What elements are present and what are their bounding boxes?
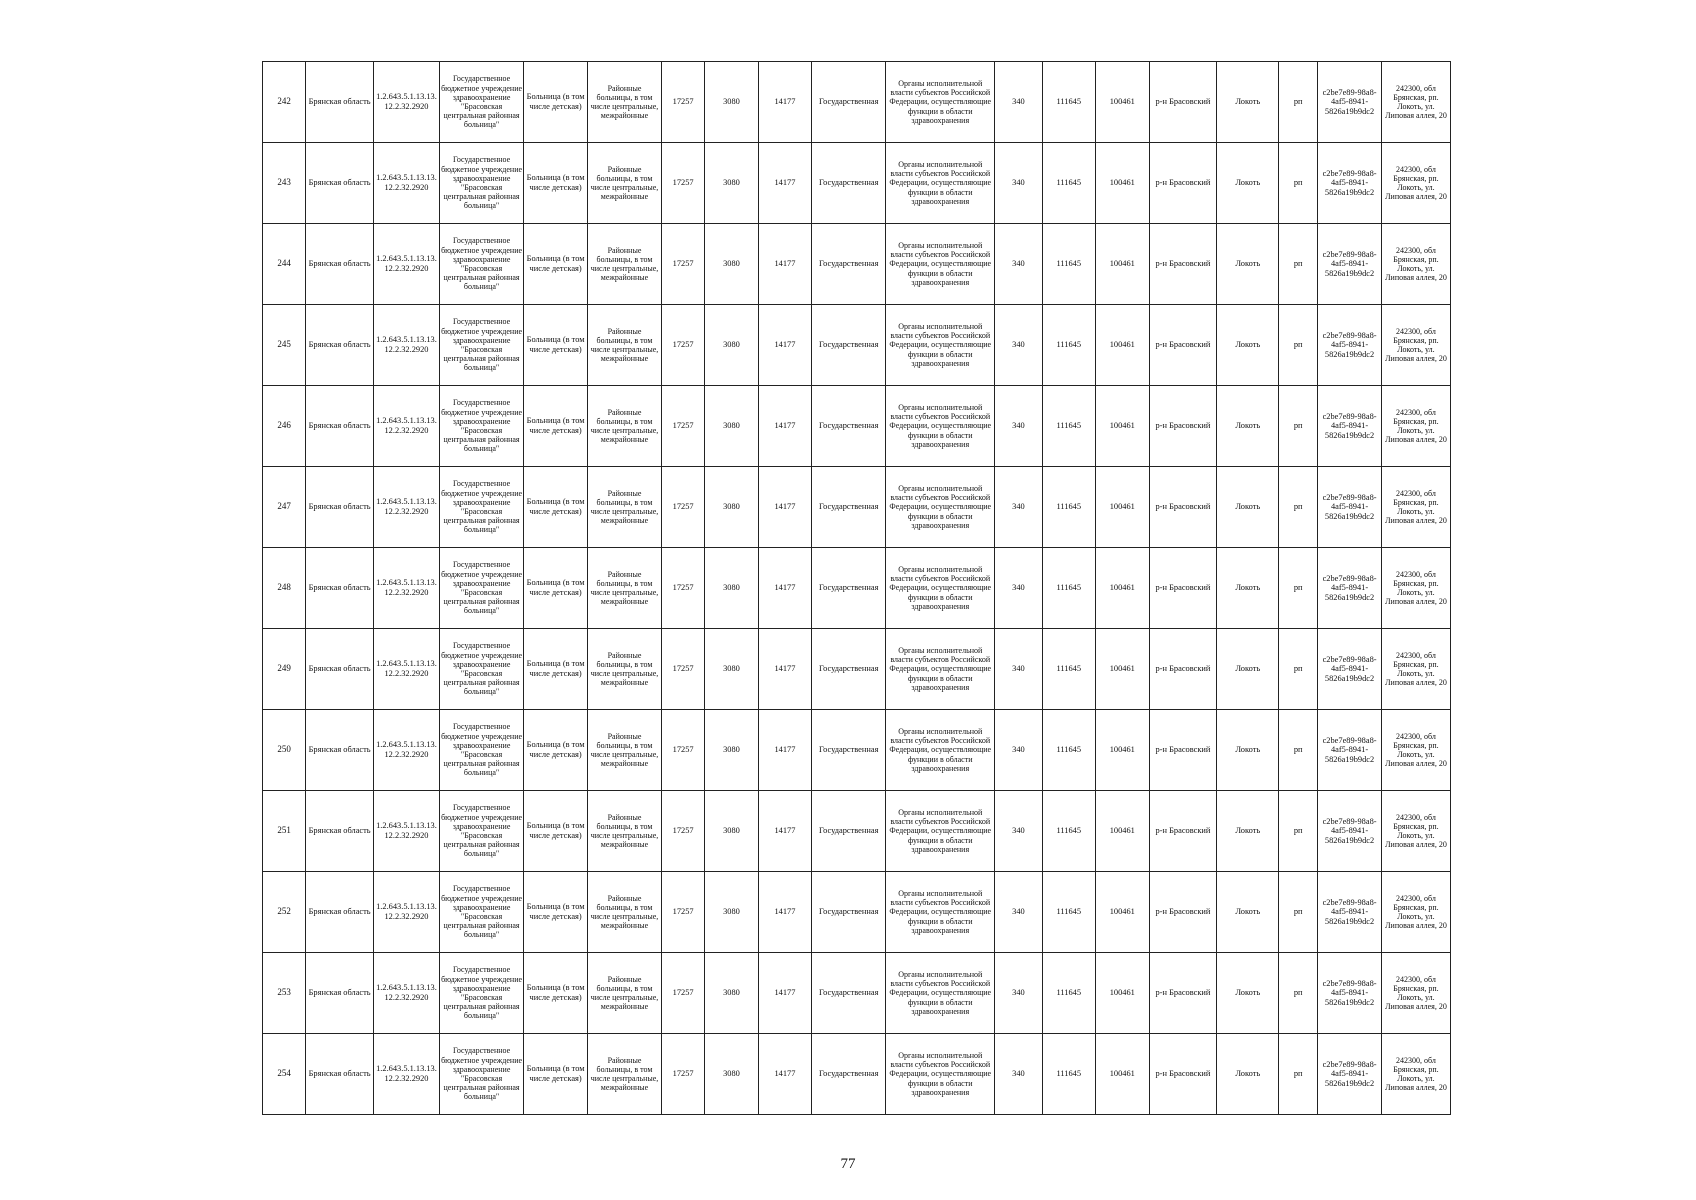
table-row: [263, 953, 1451, 1034]
cell-locality: Локоть: [1217, 953, 1279, 1034]
cell-code-d: 340: [995, 1034, 1042, 1115]
cell-oid: 1.2.643.5.1.13.13.12.2.32.2920: [374, 467, 440, 548]
cell-region: Брянская область: [306, 872, 374, 953]
cell-address: 242300, обл Брянская, рп. Локоть, ул. Липовая аллея, 20: [1381, 791, 1450, 872]
cell-facility-subtype: Районные больницы, в том числе центральные, межрайонные: [587, 548, 661, 629]
cell-locality: Локоть: [1217, 629, 1279, 710]
cell-locality: Локоть: [1217, 143, 1279, 224]
cell-district: р-н Брасовский: [1149, 548, 1217, 629]
cell-row-number: 246: [263, 386, 306, 467]
cell-locality: Локоть: [1217, 224, 1279, 305]
cell-code-f: 100461: [1096, 710, 1149, 791]
cell-facility-type: Больница (в том числе детская): [524, 305, 588, 386]
cell-locality-type: рп: [1279, 710, 1318, 791]
cell-facility-type: Больница (в том числе детская): [524, 386, 588, 467]
cell-oid: 1.2.643.5.1.13.13.12.2.32.2920: [374, 791, 440, 872]
cell-oid: 1.2.643.5.1.13.13.12.2.32.2920: [374, 1034, 440, 1115]
cell-address: 242300, обл Брянская, рп. Локоть, ул. Липовая аллея, 20: [1381, 467, 1450, 548]
cell-facility-subtype: Районные больницы, в том числе центральные, межрайонные: [587, 143, 661, 224]
cell-locality-type: рп: [1279, 143, 1318, 224]
table-row: [263, 710, 1451, 791]
cell-ownership-form: Государственная: [812, 953, 886, 1034]
cell-authority: Органы исполнительной власти субъектов Российской Федерации, осуществляющие функции в области здравоохранения: [886, 953, 995, 1034]
cell-oid: 1.2.643.5.1.13.13.12.2.32.2920: [374, 305, 440, 386]
cell-code-d: 340: [995, 548, 1042, 629]
cell-region: Брянская область: [306, 386, 374, 467]
cell-code-f: 100461: [1096, 791, 1149, 872]
cell-code-a: 17257: [662, 305, 705, 386]
cell-code-b: 3080: [705, 791, 758, 872]
cell-code-c: 14177: [758, 386, 811, 467]
cell-authority: Органы исполнительной власти субъектов Российской Федерации, осуществляющие функции в области здравоохранения: [886, 629, 995, 710]
cell-code-a: 17257: [662, 386, 705, 467]
cell-region: Брянская область: [306, 62, 374, 143]
cell-code-f: 100461: [1096, 1034, 1149, 1115]
cell-code-a: 17257: [662, 791, 705, 872]
cell-ownership-form: Государственная: [812, 1034, 886, 1115]
cell-code-a: 17257: [662, 953, 705, 1034]
cell-address: 242300, обл Брянская, рп. Локоть, ул. Липовая аллея, 20: [1381, 62, 1450, 143]
cell-locality: Локоть: [1217, 467, 1279, 548]
cell-authority: Органы исполнительной власти субъектов Российской Федерации, осуществляющие функции в области здравоохранения: [886, 143, 995, 224]
table-row: [263, 872, 1451, 953]
cell-code-e: 111645: [1042, 710, 1095, 791]
cell-address: 242300, обл Брянская, рп. Локоть, ул. Липовая аллея, 20: [1381, 386, 1450, 467]
cell-ownership-form: Государственная: [812, 467, 886, 548]
cell-address: 242300, обл Брянская, рп. Локоть, ул. Липовая аллея, 20: [1381, 548, 1450, 629]
cell-address: 242300, обл Брянская, рп. Локоть, ул. Липовая аллея, 20: [1381, 629, 1450, 710]
cell-locality-type: рп: [1279, 224, 1318, 305]
cell-facility-subtype: Районные больницы, в том числе центральные, межрайонные: [587, 629, 661, 710]
cell-code-a: 17257: [662, 467, 705, 548]
cell-code-c: 14177: [758, 953, 811, 1034]
cell-facility-subtype: Районные больницы, в том числе центральные, межрайонные: [587, 791, 661, 872]
table-row: [263, 62, 1451, 143]
cell-code-b: 3080: [705, 224, 758, 305]
cell-code-f: 100461: [1096, 872, 1149, 953]
cell-facility-subtype: Районные больницы, в том числе центральные, межрайонные: [587, 305, 661, 386]
cell-locality-type: рп: [1279, 305, 1318, 386]
cell-row-number: 242: [263, 62, 306, 143]
cell-row-number: 247: [263, 467, 306, 548]
cell-code-b: 3080: [705, 953, 758, 1034]
cell-ownership-form: Государственная: [812, 143, 886, 224]
cell-code-a: 17257: [662, 143, 705, 224]
cell-locality-type: рп: [1279, 467, 1318, 548]
cell-district: р-н Брасовский: [1149, 710, 1217, 791]
cell-region: Брянская область: [306, 467, 374, 548]
cell-ownership-form: Государственная: [812, 224, 886, 305]
cell-facility-type: Больница (в том числе детская): [524, 953, 588, 1034]
table-row: [263, 386, 1451, 467]
cell-region: Брянская область: [306, 305, 374, 386]
cell-address: 242300, обл Брянская, рп. Локоть, ул. Липовая аллея, 20: [1381, 710, 1450, 791]
cell-address: 242300, обл Брянская, рп. Локоть, ул. Липовая аллея, 20: [1381, 953, 1450, 1034]
cell-ownership-form: Государственная: [812, 386, 886, 467]
cell-authority: Органы исполнительной власти субъектов Российской Федерации, осуществляющие функции в области здравоохранения: [886, 548, 995, 629]
cell-district: р-н Брасовский: [1149, 224, 1217, 305]
cell-code-f: 100461: [1096, 629, 1149, 710]
cell-code-d: 340: [995, 953, 1042, 1034]
cell-guid: c2be7e89-98a8-4af5-8941-5826a19b9dc2: [1318, 953, 1382, 1034]
cell-code-a: 17257: [662, 548, 705, 629]
cell-code-d: 340: [995, 305, 1042, 386]
cell-ownership-form: Государственная: [812, 62, 886, 143]
cell-locality: Локоть: [1217, 548, 1279, 629]
cell-oid: 1.2.643.5.1.13.13.12.2.32.2920: [374, 548, 440, 629]
cell-facility-subtype: Районные больницы, в том числе центральные, межрайонные: [587, 467, 661, 548]
cell-guid: c2be7e89-98a8-4af5-8941-5826a19b9dc2: [1318, 872, 1382, 953]
registry-table-container: [262, 61, 1451, 1115]
cell-region: Брянская область: [306, 1034, 374, 1115]
cell-locality: Локоть: [1217, 791, 1279, 872]
cell-row-number: 243: [263, 143, 306, 224]
cell-code-d: 340: [995, 791, 1042, 872]
cell-authority: Органы исполнительной власти субъектов Российской Федерации, осуществляющие функции в области здравоохранения: [886, 1034, 995, 1115]
cell-organization-name: Государственное бюджетное учреждение здравоохранение "Брасовская центральная районная больница": [439, 386, 523, 467]
cell-ownership-form: Государственная: [812, 791, 886, 872]
table-row: [263, 791, 1451, 872]
cell-organization-name: Государственное бюджетное учреждение здравоохранение "Брасовская центральная районная больница": [439, 62, 523, 143]
cell-district: р-н Брасовский: [1149, 791, 1217, 872]
cell-organization-name: Государственное бюджетное учреждение здравоохранение "Брасовская центральная районная больница": [439, 305, 523, 386]
cell-code-c: 14177: [758, 143, 811, 224]
cell-ownership-form: Государственная: [812, 872, 886, 953]
cell-row-number: 249: [263, 629, 306, 710]
cell-code-e: 111645: [1042, 872, 1095, 953]
cell-code-c: 14177: [758, 1034, 811, 1115]
cell-code-e: 111645: [1042, 143, 1095, 224]
cell-code-b: 3080: [705, 467, 758, 548]
cell-code-e: 111645: [1042, 953, 1095, 1034]
cell-code-d: 340: [995, 467, 1042, 548]
cell-guid: c2be7e89-98a8-4af5-8941-5826a19b9dc2: [1318, 143, 1382, 224]
cell-ownership-form: Государственная: [812, 548, 886, 629]
cell-district: р-н Брасовский: [1149, 629, 1217, 710]
cell-code-a: 17257: [662, 62, 705, 143]
cell-guid: c2be7e89-98a8-4af5-8941-5826a19b9dc2: [1318, 710, 1382, 791]
table-row: [263, 143, 1451, 224]
cell-facility-type: Больница (в том числе детская): [524, 629, 588, 710]
cell-guid: c2be7e89-98a8-4af5-8941-5826a19b9dc2: [1318, 467, 1382, 548]
table-body: [263, 62, 1451, 1115]
cell-authority: Органы исполнительной власти субъектов Российской Федерации, осуществляющие функции в области здравоохранения: [886, 62, 995, 143]
cell-district: р-н Брасовский: [1149, 143, 1217, 224]
cell-organization-name: Государственное бюджетное учреждение здравоохранение "Брасовская центральная районная больница": [439, 467, 523, 548]
cell-code-e: 111645: [1042, 305, 1095, 386]
table-row: [263, 224, 1451, 305]
cell-organization-name: Государственное бюджетное учреждение здравоохранение "Брасовская центральная районная больница": [439, 224, 523, 305]
table-row: [263, 305, 1451, 386]
cell-locality-type: рп: [1279, 386, 1318, 467]
cell-oid: 1.2.643.5.1.13.13.12.2.32.2920: [374, 62, 440, 143]
cell-organization-name: Государственное бюджетное учреждение здравоохранение "Брасовская центральная районная больница": [439, 872, 523, 953]
cell-code-b: 3080: [705, 548, 758, 629]
cell-facility-subtype: Районные больницы, в том числе центральные, межрайонные: [587, 224, 661, 305]
cell-code-e: 111645: [1042, 467, 1095, 548]
cell-facility-type: Больница (в том числе детская): [524, 710, 588, 791]
cell-code-f: 100461: [1096, 305, 1149, 386]
cell-authority: Органы исполнительной власти субъектов Российской Федерации, осуществляющие функции в области здравоохранения: [886, 305, 995, 386]
cell-authority: Органы исполнительной власти субъектов Российской Федерации, осуществляющие функции в области здравоохранения: [886, 872, 995, 953]
cell-guid: c2be7e89-98a8-4af5-8941-5826a19b9dc2: [1318, 629, 1382, 710]
cell-organization-name: Государственное бюджетное учреждение здравоохранение "Брасовская центральная районная больница": [439, 710, 523, 791]
cell-authority: Органы исполнительной власти субъектов Российской Федерации, осуществляющие функции в области здравоохранения: [886, 467, 995, 548]
cell-code-e: 111645: [1042, 1034, 1095, 1115]
cell-row-number: 250: [263, 710, 306, 791]
cell-region: Брянская область: [306, 791, 374, 872]
cell-region: Брянская область: [306, 710, 374, 791]
cell-row-number: 245: [263, 305, 306, 386]
cell-code-e: 111645: [1042, 629, 1095, 710]
cell-code-e: 111645: [1042, 386, 1095, 467]
cell-ownership-form: Государственная: [812, 305, 886, 386]
cell-facility-subtype: Районные больницы, в том числе центральные, межрайонные: [587, 386, 661, 467]
cell-code-c: 14177: [758, 629, 811, 710]
cell-facility-type: Больница (в том числе детская): [524, 872, 588, 953]
cell-code-f: 100461: [1096, 143, 1149, 224]
cell-code-f: 100461: [1096, 953, 1149, 1034]
cell-code-b: 3080: [705, 143, 758, 224]
cell-code-c: 14177: [758, 305, 811, 386]
table-row: [263, 629, 1451, 710]
cell-district: р-н Брасовский: [1149, 953, 1217, 1034]
cell-code-c: 14177: [758, 224, 811, 305]
cell-code-d: 340: [995, 710, 1042, 791]
cell-locality: Локоть: [1217, 710, 1279, 791]
cell-code-a: 17257: [662, 872, 705, 953]
cell-code-d: 340: [995, 629, 1042, 710]
cell-address: 242300, обл Брянская, рп. Локоть, ул. Липовая аллея, 20: [1381, 224, 1450, 305]
cell-facility-subtype: Районные больницы, в том числе центральные, межрайонные: [587, 953, 661, 1034]
cell-organization-name: Государственное бюджетное учреждение здравоохранение "Брасовская центральная районная больница": [439, 629, 523, 710]
table-row: [263, 467, 1451, 548]
cell-code-c: 14177: [758, 710, 811, 791]
cell-oid: 1.2.643.5.1.13.13.12.2.32.2920: [374, 953, 440, 1034]
cell-locality-type: рп: [1279, 953, 1318, 1034]
cell-code-d: 340: [995, 386, 1042, 467]
cell-code-e: 111645: [1042, 548, 1095, 629]
cell-code-b: 3080: [705, 710, 758, 791]
cell-organization-name: Государственное бюджетное учреждение здравоохранение "Брасовская центральная районная больница": [439, 791, 523, 872]
cell-authority: Органы исполнительной власти субъектов Российской Федерации, осуществляющие функции в области здравоохранения: [886, 791, 995, 872]
cell-locality-type: рп: [1279, 62, 1318, 143]
cell-code-f: 100461: [1096, 224, 1149, 305]
cell-code-f: 100461: [1096, 467, 1149, 548]
cell-locality-type: рп: [1279, 629, 1318, 710]
cell-code-e: 111645: [1042, 791, 1095, 872]
cell-facility-type: Больница (в том числе детская): [524, 1034, 588, 1115]
cell-ownership-form: Государственная: [812, 710, 886, 791]
table-row: [263, 1034, 1451, 1115]
cell-organization-name: Государственное бюджетное учреждение здравоохранение "Брасовская центральная районная больница": [439, 953, 523, 1034]
cell-facility-type: Больница (в том числе детская): [524, 467, 588, 548]
cell-code-a: 17257: [662, 629, 705, 710]
cell-facility-subtype: Районные больницы, в том числе центральные, межрайонные: [587, 872, 661, 953]
cell-row-number: 252: [263, 872, 306, 953]
cell-row-number: 251: [263, 791, 306, 872]
cell-district: р-н Брасовский: [1149, 386, 1217, 467]
cell-code-f: 100461: [1096, 548, 1149, 629]
cell-authority: Органы исполнительной власти субъектов Российской Федерации, осуществляющие функции в области здравоохранения: [886, 224, 995, 305]
cell-region: Брянская область: [306, 953, 374, 1034]
cell-organization-name: Государственное бюджетное учреждение здравоохранение "Брасовская центральная районная больница": [439, 548, 523, 629]
cell-code-c: 14177: [758, 791, 811, 872]
cell-oid: 1.2.643.5.1.13.13.12.2.32.2920: [374, 629, 440, 710]
cell-locality: Локоть: [1217, 305, 1279, 386]
cell-address: 242300, обл Брянская, рп. Локоть, ул. Липовая аллея, 20: [1381, 872, 1450, 953]
cell-facility-subtype: Районные больницы, в том числе центральные, межрайонные: [587, 62, 661, 143]
cell-facility-subtype: Районные больницы, в том числе центральные, межрайонные: [587, 710, 661, 791]
cell-oid: 1.2.643.5.1.13.13.12.2.32.2920: [374, 710, 440, 791]
cell-code-b: 3080: [705, 62, 758, 143]
cell-guid: c2be7e89-98a8-4af5-8941-5826a19b9dc2: [1318, 386, 1382, 467]
cell-region: Брянская область: [306, 629, 374, 710]
cell-region: Брянская область: [306, 224, 374, 305]
cell-facility-type: Больница (в том числе детская): [524, 548, 588, 629]
cell-guid: c2be7e89-98a8-4af5-8941-5826a19b9dc2: [1318, 62, 1382, 143]
cell-row-number: 248: [263, 548, 306, 629]
cell-code-a: 17257: [662, 710, 705, 791]
cell-locality-type: рп: [1279, 1034, 1318, 1115]
cell-region: Брянская область: [306, 143, 374, 224]
cell-organization-name: Государственное бюджетное учреждение здравоохранение "Брасовская центральная районная больница": [439, 143, 523, 224]
cell-oid: 1.2.643.5.1.13.13.12.2.32.2920: [374, 143, 440, 224]
cell-locality-type: рп: [1279, 791, 1318, 872]
cell-facility-type: Больница (в том числе детская): [524, 791, 588, 872]
cell-guid: c2be7e89-98a8-4af5-8941-5826a19b9dc2: [1318, 305, 1382, 386]
cell-code-e: 111645: [1042, 62, 1095, 143]
cell-code-c: 14177: [758, 872, 811, 953]
cell-address: 242300, обл Брянская, рп. Локоть, ул. Липовая аллея, 20: [1381, 1034, 1450, 1115]
cell-guid: c2be7e89-98a8-4af5-8941-5826a19b9dc2: [1318, 791, 1382, 872]
cell-code-b: 3080: [705, 629, 758, 710]
cell-code-c: 14177: [758, 62, 811, 143]
cell-ownership-form: Государственная: [812, 629, 886, 710]
cell-code-f: 100461: [1096, 386, 1149, 467]
cell-facility-type: Больница (в том числе детская): [524, 143, 588, 224]
cell-code-c: 14177: [758, 548, 811, 629]
cell-locality-type: рп: [1279, 872, 1318, 953]
registry-table: [262, 61, 1451, 1115]
cell-guid: c2be7e89-98a8-4af5-8941-5826a19b9dc2: [1318, 224, 1382, 305]
cell-locality-type: рп: [1279, 548, 1318, 629]
cell-code-d: 340: [995, 224, 1042, 305]
cell-district: р-н Брасовский: [1149, 1034, 1217, 1115]
cell-row-number: 253: [263, 953, 306, 1034]
cell-code-b: 3080: [705, 1034, 758, 1115]
cell-authority: Органы исполнительной власти субъектов Российской Федерации, осуществляющие функции в области здравоохранения: [886, 710, 995, 791]
cell-oid: 1.2.643.5.1.13.13.12.2.32.2920: [374, 224, 440, 305]
cell-organization-name: Государственное бюджетное учреждение здравоохранение "Брасовская центральная районная больница": [439, 1034, 523, 1115]
cell-code-e: 111645: [1042, 224, 1095, 305]
cell-district: р-н Брасовский: [1149, 62, 1217, 143]
cell-code-c: 14177: [758, 467, 811, 548]
cell-code-b: 3080: [705, 872, 758, 953]
cell-oid: 1.2.643.5.1.13.13.12.2.32.2920: [374, 872, 440, 953]
cell-locality: Локоть: [1217, 1034, 1279, 1115]
cell-locality: Локоть: [1217, 62, 1279, 143]
cell-code-b: 3080: [705, 305, 758, 386]
cell-facility-type: Больница (в том числе детская): [524, 62, 588, 143]
cell-district: р-н Брасовский: [1149, 872, 1217, 953]
cell-district: р-н Брасовский: [1149, 467, 1217, 548]
page-number: 77: [840, 1156, 856, 1172]
cell-code-d: 340: [995, 143, 1042, 224]
cell-code-a: 17257: [662, 224, 705, 305]
cell-code-d: 340: [995, 62, 1042, 143]
cell-code-a: 17257: [662, 1034, 705, 1115]
cell-address: 242300, обл Брянская, рп. Локоть, ул. Липовая аллея, 20: [1381, 305, 1450, 386]
cell-code-d: 340: [995, 872, 1042, 953]
cell-authority: Органы исполнительной власти субъектов Российской Федерации, осуществляющие функции в области здравоохранения: [886, 386, 995, 467]
cell-locality: Локоть: [1217, 386, 1279, 467]
cell-code-f: 100461: [1096, 62, 1149, 143]
cell-guid: c2be7e89-98a8-4af5-8941-5826a19b9dc2: [1318, 548, 1382, 629]
cell-oid: 1.2.643.5.1.13.13.12.2.32.2920: [374, 386, 440, 467]
cell-row-number: 254: [263, 1034, 306, 1115]
cell-region: Брянская область: [306, 548, 374, 629]
cell-locality: Локоть: [1217, 872, 1279, 953]
cell-guid: c2be7e89-98a8-4af5-8941-5826a19b9dc2: [1318, 1034, 1382, 1115]
cell-code-b: 3080: [705, 386, 758, 467]
cell-district: р-н Брасовский: [1149, 305, 1217, 386]
cell-address: 242300, обл Брянская, рп. Локоть, ул. Липовая аллея, 20: [1381, 143, 1450, 224]
cell-row-number: 244: [263, 224, 306, 305]
cell-facility-subtype: Районные больницы, в том числе центральные, межрайонные: [587, 1034, 661, 1115]
table-row: [263, 548, 1451, 629]
cell-facility-type: Больница (в том числе детская): [524, 224, 588, 305]
